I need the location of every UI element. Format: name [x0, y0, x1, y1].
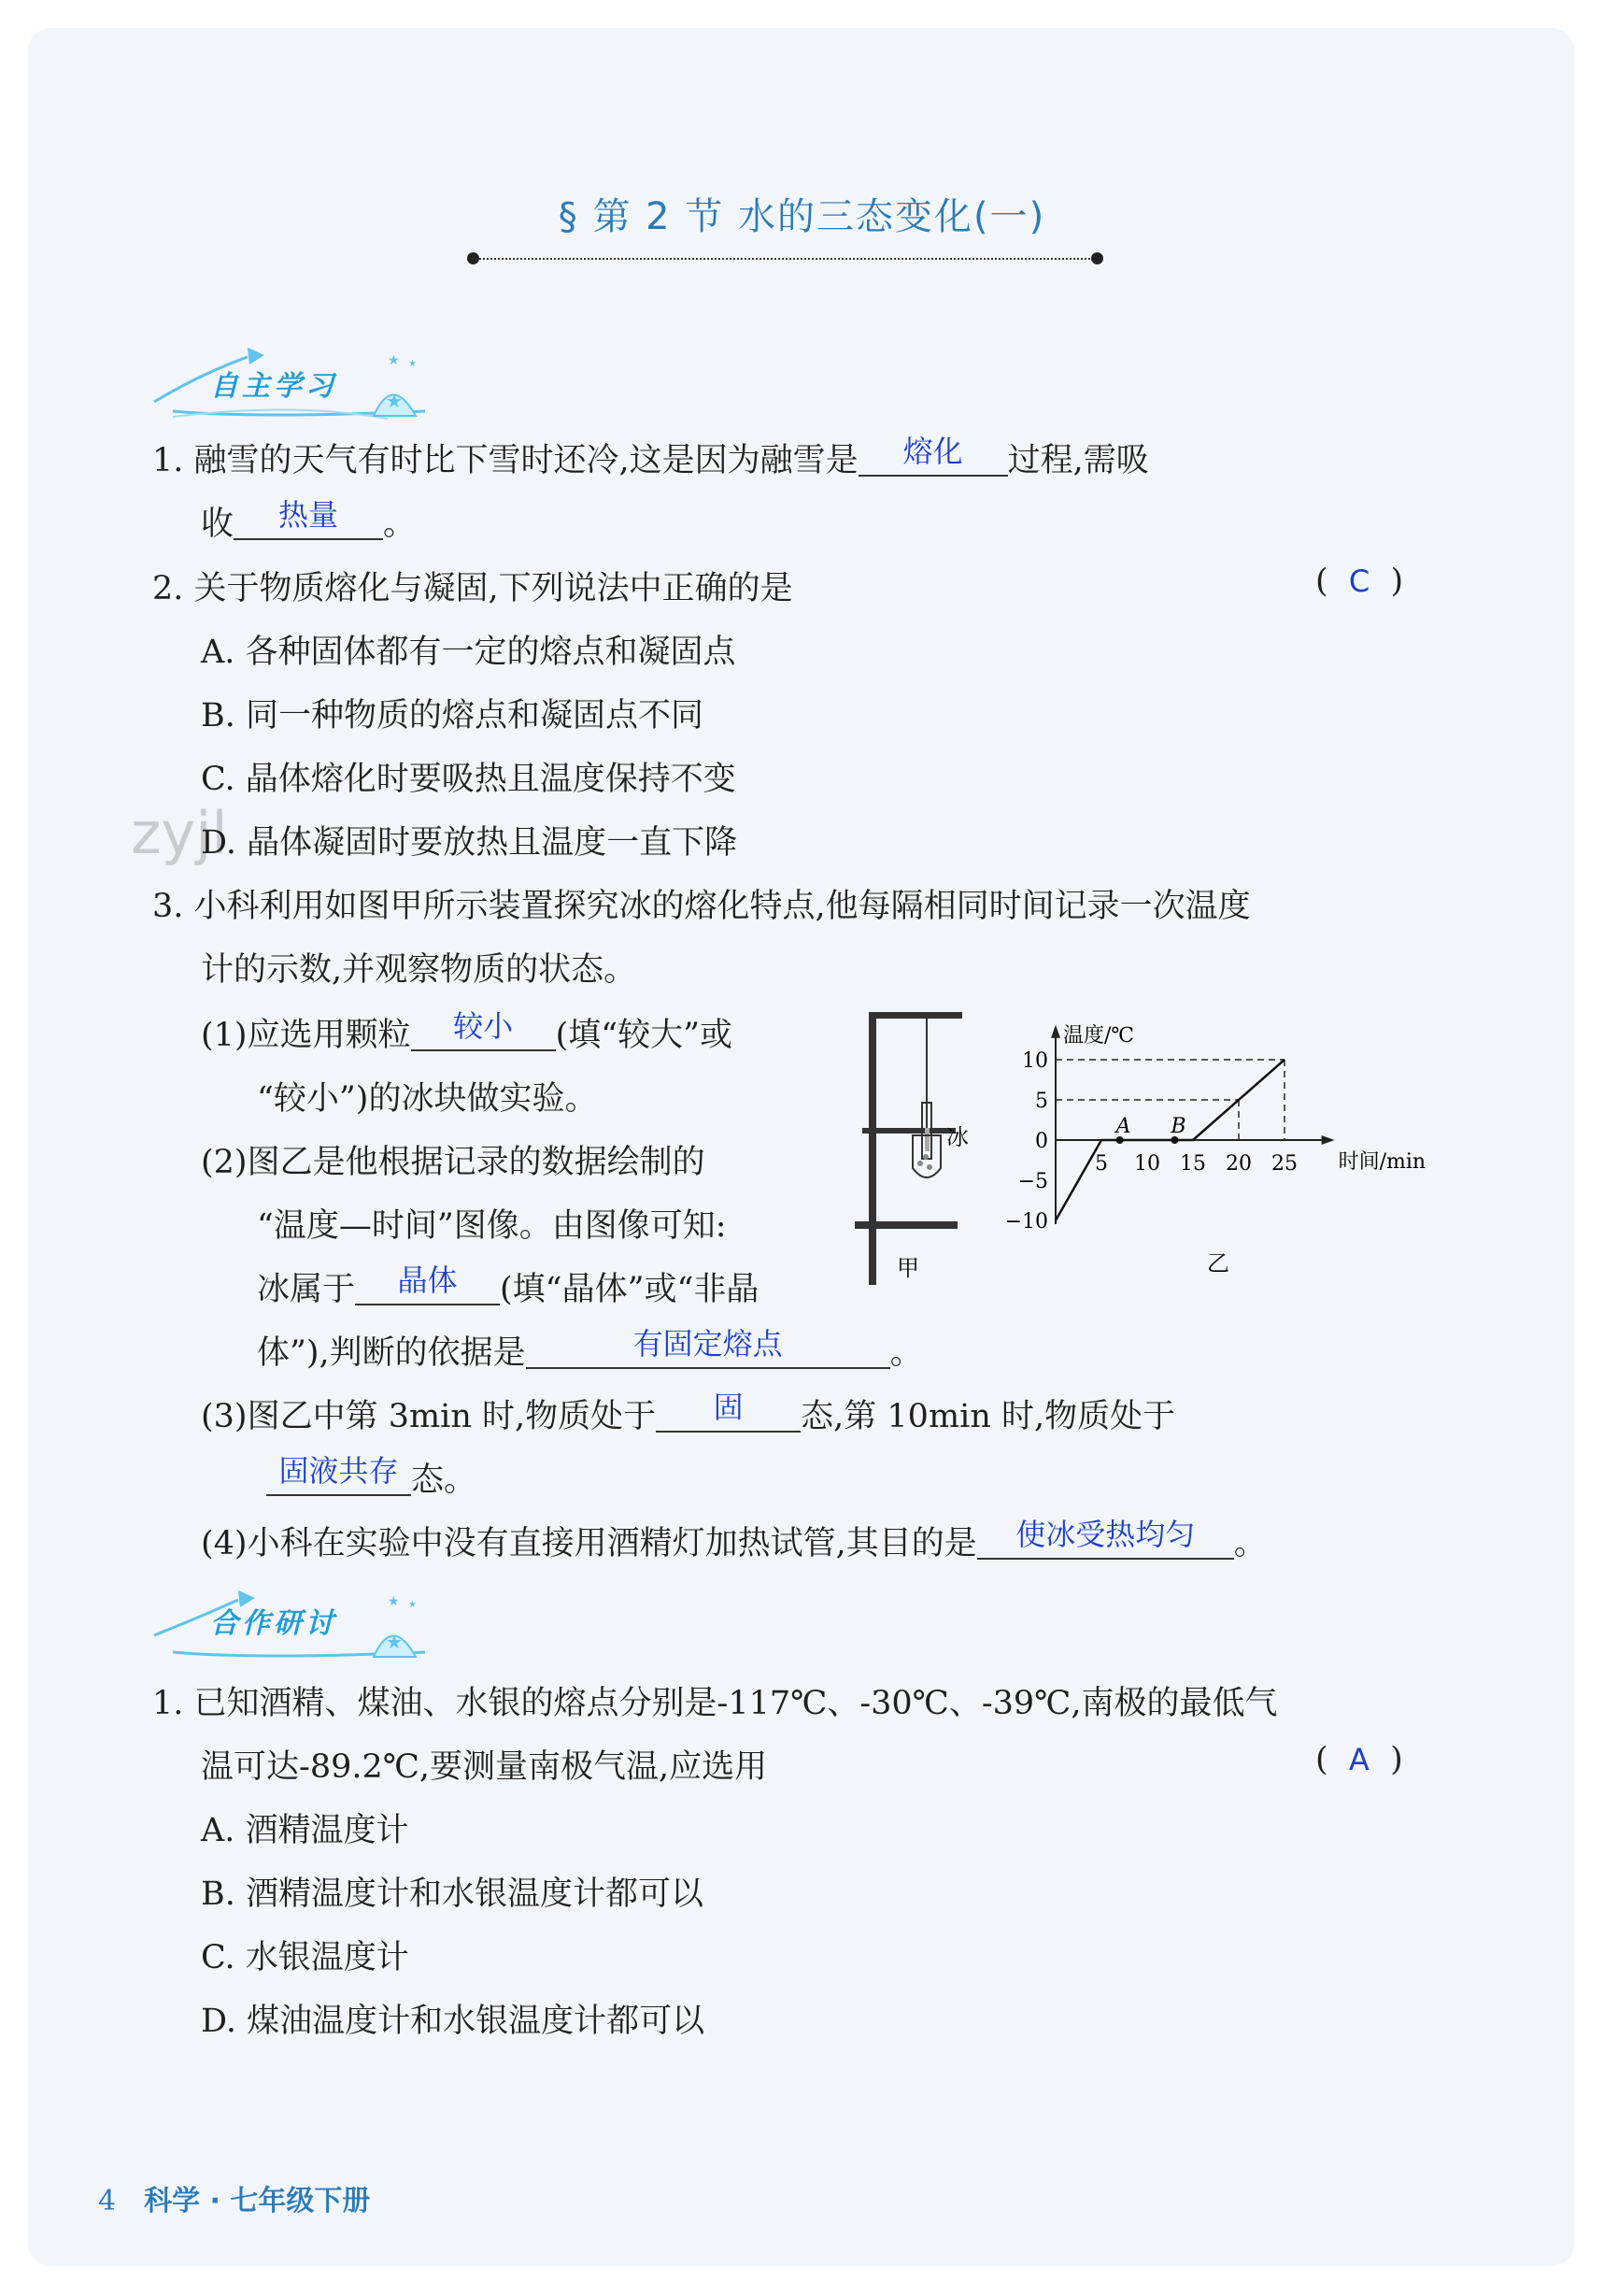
q3-sub2-line4: 体”),判断的依据是 有固定熔点 。	[257, 1326, 923, 1372]
p2-q1-option-d: D. 煤油温度计和水银温度计都可以	[201, 2003, 705, 2040]
q1-line2: 收 热量 。	[201, 497, 417, 543]
section-title: § 第 2 节 水的三态变化(一)	[558, 195, 1046, 238]
q3-sub2-line1: (2)图乙是他根据记录的数据绘制的	[201, 1144, 705, 1181]
figure-yi-caption: 乙	[1207, 1250, 1229, 1276]
x-tick-label: 15	[1180, 1152, 1206, 1176]
svg-text:★: ★	[386, 1631, 403, 1653]
y-axis-label: 温度/℃	[1063, 1023, 1135, 1048]
q2-option-d: D. 晶体凝固时要放热且温度一直下降	[201, 824, 738, 862]
figure-jia-apparatus	[855, 1005, 986, 1285]
cooperative-banner	[145, 1579, 444, 1668]
q1-blank1: 熔化	[859, 437, 1008, 477]
q3-sub1-line2: “较小”)的冰块做实验。	[257, 1080, 598, 1118]
y-tick-label: 10	[1022, 1049, 1048, 1073]
q3-sub3-blank1: 固	[656, 1393, 801, 1433]
page-number: 4	[98, 2185, 117, 2218]
q3-sub2-blank1: 晶体	[355, 1266, 500, 1305]
figure-jia-caption: 甲	[897, 1255, 919, 1281]
q3-sub3-line2: 固液共存 态。	[266, 1454, 476, 1501]
p2-q1-answer-paren: ( A )	[1315, 1741, 1403, 1778]
q2-answer-paren: ( C )	[1315, 563, 1404, 600]
q1-line1: 1. 融雪的天气有时比下雪时还冷,这是因为融雪是 熔化 过程,需吸	[152, 434, 1149, 479]
cooperative-label: 合作研讨	[210, 1607, 337, 1640]
svg-text:★: ★	[388, 1594, 400, 1609]
q3-sub1-line1: (1)应选用颗粒 较小 (填“较大”或	[201, 1008, 733, 1054]
q2-option-c: C. 晶体熔化时要吸热且温度保持不变	[201, 761, 736, 798]
point-label: A	[1115, 1115, 1131, 1138]
y-tick-label: −10	[1004, 1210, 1048, 1234]
x-axis-arrow	[1322, 1135, 1335, 1145]
watermark: zyjl	[131, 799, 228, 867]
p2-q1-option-a: A. 酒精温度计	[201, 1812, 409, 1849]
q3-sub2-line2: “温度—时间”图像。由图像可知:	[257, 1207, 727, 1245]
q2-stem: 2. 关于物质熔化与凝固,下列说法中正确的是	[152, 570, 793, 607]
p2-q1-stem-1: 1. 已知酒精、煤油、水银的熔点分别是-117℃、-30℃、-39℃,南极的最低气	[152, 1685, 1278, 1722]
q3-sub2-blank2: 有固定熔点	[526, 1330, 890, 1369]
y-axis-arrow	[1051, 1025, 1060, 1038]
self-study-banner	[145, 336, 444, 425]
figure-jia-ice-label: 冰	[946, 1124, 969, 1150]
x-axis-label: 时间/min	[1338, 1150, 1427, 1174]
svg-text:★: ★	[386, 390, 403, 412]
x-tick-label: 25	[1271, 1152, 1298, 1176]
q3-stem-1: 3. 小科利用如图甲所示装置探究冰的熔化特点,他每隔相同时间记录一次温度	[152, 888, 1251, 925]
svg-text:★: ★	[408, 1600, 417, 1610]
p2-q1-option-c: C. 水银温度计	[201, 1939, 409, 1976]
title-rule-dot-right	[1091, 252, 1103, 264]
x-tick-label: 5	[1095, 1152, 1108, 1176]
svg-text:★: ★	[388, 353, 400, 368]
q3-sub3-blank2: 固液共存	[266, 1457, 411, 1496]
p2-q1-stem-2: 温可达-89.2℃,要测量南极气温,应选用	[201, 1748, 768, 1786]
y-tick-label: 5	[1035, 1090, 1048, 1113]
title-rule	[472, 258, 1098, 260]
q3-sub4-blank: 使冰受热均匀	[977, 1520, 1234, 1560]
q3-sub4-line: (4)小科在实验中没有直接用酒精灯加热试管,其目的是 使冰受热均匀 。	[201, 1517, 1267, 1562]
x-tick-label: 10	[1134, 1152, 1160, 1176]
q3-sub3-line1: (3)图乙中第 3min 时,物质处于 固 态,第 10min 时,物质处于	[201, 1390, 1176, 1435]
svg-text:★: ★	[408, 359, 417, 369]
self-study-label: 自主学习	[210, 370, 337, 403]
figure-yi-chart	[990, 1009, 1467, 1280]
y-tick-label: −5	[1017, 1170, 1048, 1193]
q2-option-a: A. 各种固体都有一定的熔点和凝固点	[201, 634, 736, 671]
p2-q1-option-b: B. 酒精温度计和水银温度计都可以	[201, 1875, 703, 1913]
q3-sub2-line3: 冰属于 晶体 (填“晶体”或“非晶	[257, 1262, 759, 1308]
q1-blank2: 热量	[234, 501, 383, 540]
y-tick-label: 0	[1035, 1130, 1048, 1153]
q3-stem-2: 计的示数,并观察物质的状态。	[201, 951, 637, 989]
page-footer	[98, 2177, 370, 2218]
q2-option-b: B. 同一种物质的熔点和凝固点不同	[201, 697, 703, 734]
x-tick-label: 20	[1226, 1152, 1252, 1176]
q3-sub1-blank: 较小	[411, 1012, 556, 1051]
book-title: 科学 · 七年级下册	[144, 2185, 371, 2218]
point-label: B	[1171, 1115, 1186, 1138]
